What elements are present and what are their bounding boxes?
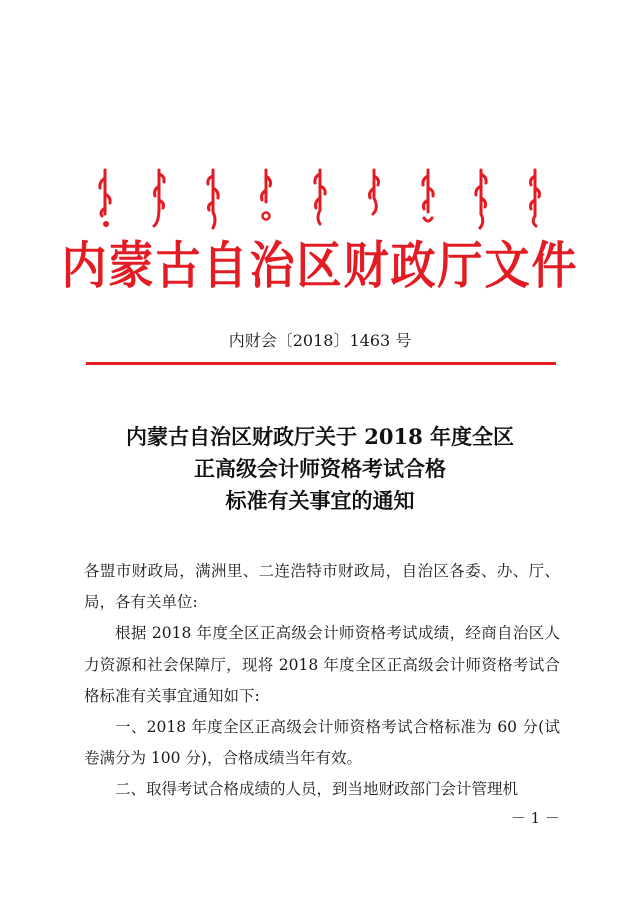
mongolian-word [526,168,544,234]
issuing-authority-title: 内蒙古自治区财政厅文件 [61,235,579,296]
body-paragraph: 一、2018 年度全区正高级会计师资格考试合格标准为 60 分(试卷满分为 100 分)，合格成绩当年有效。 [84,718,560,768]
mongolian-word [96,168,114,234]
notice-title [0,421,640,517]
document-number: 内财会〔2018〕1463 号 [228,331,412,350]
mongolian-word [419,168,437,234]
mongolian-word [311,168,329,234]
mongolian-word [365,168,383,234]
notice-title-line: 标准有关事宜的通知 [225,488,415,513]
mongolian-word [204,168,222,234]
body-paragraph: 二、取得考试合格成绩的人员，到当地财政部门会计管理机 [115,780,519,799]
mongolian-word [150,168,168,234]
red-divider-line [86,362,556,365]
mongolian-word [257,168,275,234]
mongolian-script-header [96,168,544,234]
notice-title-line: 正高级会计师资格考试合格 [194,456,446,481]
addressee-paragraph: 各盟市财政局，满洲里、二连浩特市财政局，自治区各委、办、厅、局，各有关单位: [84,562,560,612]
page-number: － 1 － [510,809,560,827]
body-paragraph: 根据 2018 年度全区正高级会计师资格考试成绩，经商自治区人力资源和社会保障厅，现将 2018 年度全区正高级会计师资格考试合格标准有关事宜通知如下: [84,624,560,705]
notice-title-line: 内蒙古自治区财政厅关于 2018 年度全区 [125,424,515,449]
notice-body [84,556,560,806]
mongolian-word [472,168,490,234]
